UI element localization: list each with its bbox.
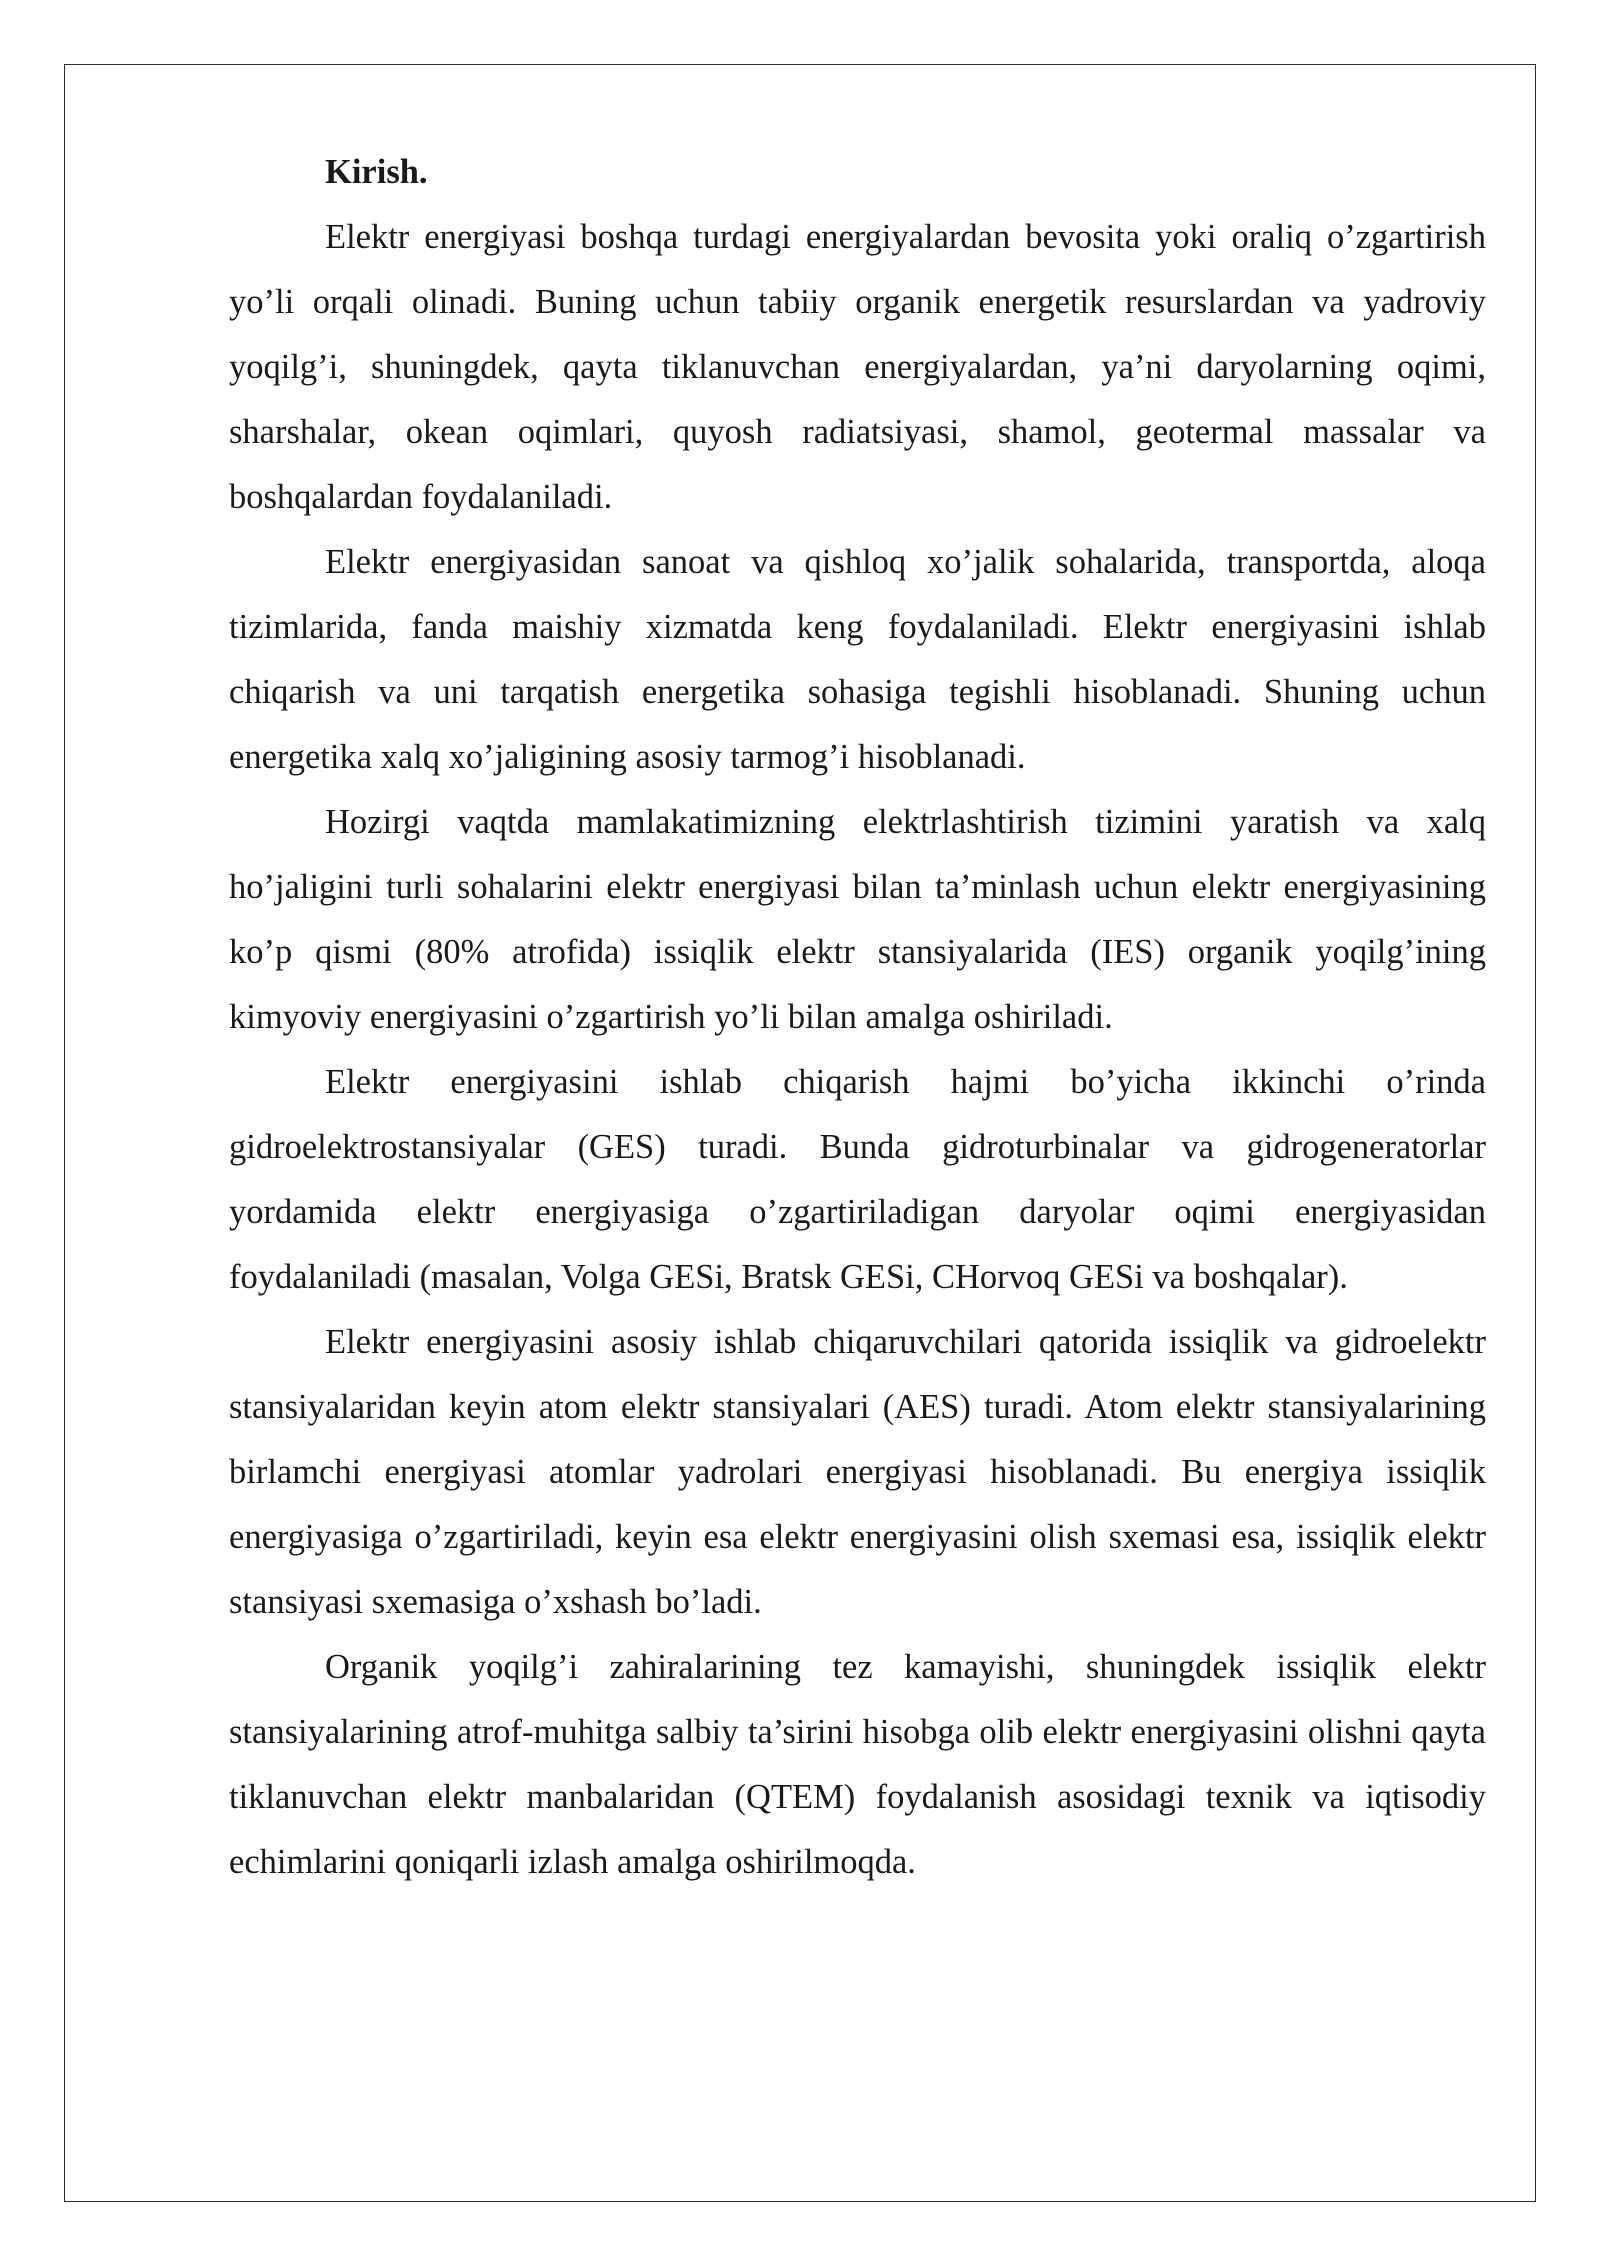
paragraph: Elektr energiyasi boshqa turdagi energiyalardan bevosita yoki oraliq o’zgartirish yo’li orqali olinadi. Buning uchun tabiiy organik energetik resurslardan va yadroviy yoqilg’i, shuningdek, qayta tiklanuvchan energiyalardan, ya’ni daryolarning oqimi, sharshalar, okean oqimlari, quyosh radiatsiyasi, shamol, geotermal massalar va boshqalardan foydalaniladi. <box>229 218 1486 516</box>
document-body <box>229 140 1486 1895</box>
paragraph: Organik yoqilg’i zahiralarining tez kamayishi, shuningdek issiqlik elektr stansiyalarining atrof-muhitga salbiy ta’sirini hisobga olib elektr energiyasini olishni qayta tiklanuvchan elektr manbalaridan (QTEM) foydalanish asosidagi texnik va iqtisodiy echimlarini qoniqarli izlash amalga oshirilmoqda. <box>229 1648 1486 1881</box>
paragraph: Hozirgi vaqtda mamlakatimizning elektrlashtirish tizimini yaratish va xalq ho’jaligini turli sohalarini elektr energiyasi bilan ta’minlash uchun elektr energiyasining ko’p qismi (80% atrofida) issiqlik elektr stansiyalarida (IES) organik yoqilg’ining kimyoviy energiyasini o’zgartirish yo’li bilan amalga oshiriladi. <box>229 803 1486 1036</box>
paragraph: Elektr energiyasini ishlab chiqarish hajmi bo’yicha ikkinchi o’rinda gidroelektrostansiyalar (GES) turadi. Bunda gidroturbinalar va gidrogeneratorlar yordamida elektr energiyasiga o’zgartiriladigan daryolar oqimi energiyasidan foydalaniladi (masalan, Volga GESi, Bratsk GESi, CHorvoq GESi va boshqalar). <box>229 1063 1486 1296</box>
paragraph: Elektr energiyasini asosiy ishlab chiqaruvchilari qatorida issiqlik va gidroelektr stansiyalaridan keyin atom elektr stansiyalari (AES) turadi. Atom elektr stansiyalarining birlamchi energiyasi atomlar yadrolari energiyasi hisoblanadi. Bu energiya issiqlik energiyasiga o’zgartiriladi, keyin esa elektr energiyasini olish sxemasi esa, issiqlik elektr stansiyasi sxemasiga o’xshash bo’ladi. <box>229 1323 1486 1621</box>
paragraph: Elektr energiyasidan sanoat va qishloq xo’jalik sohalarida, transportda, aloqa tizimlarida, fanda maishiy xizmatda keng foydalaniladi. Elektr energiyasini ishlab chiqarish va uni tarqatish energetika sohasiga tegishli hisoblanadi. Shuning uchun energetika xalq xo’jaligining asosiy tarmog’i hisoblanadi. <box>229 543 1486 776</box>
section-heading: Kirish. <box>325 153 428 191</box>
